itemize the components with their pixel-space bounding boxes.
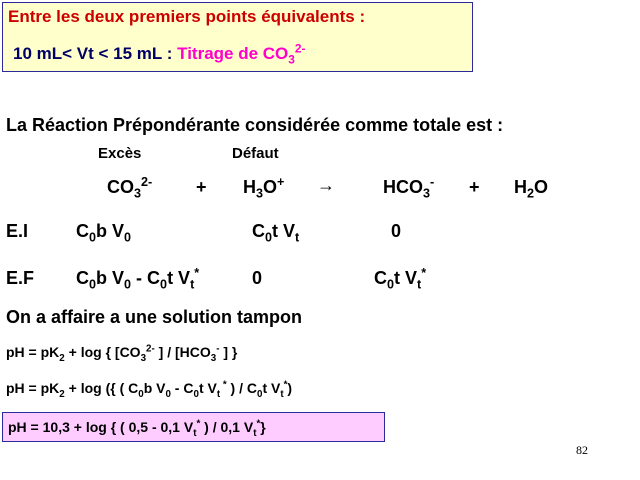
ph2-s2: 0 [165, 388, 171, 400]
ph1-b: + log { [CO [64, 344, 141, 360]
ei-c1-sub2: 0 [124, 230, 132, 245]
hydronium-o: O [263, 177, 278, 197]
ei-hco3: 0 [391, 221, 402, 241]
ei-label: E.I [6, 221, 29, 241]
ef-c1-d: t V [167, 268, 191, 288]
ef-c3-sub2: t [417, 277, 422, 292]
ef-c1-a: C [76, 268, 89, 288]
plus-sign-2: + [469, 177, 480, 197]
ef-hydronium: 0 [252, 268, 263, 288]
titration-label [177, 41, 306, 67]
ph2-s5: 0 [256, 388, 263, 400]
ph3-s1: t [193, 427, 197, 439]
ef-c3-a: C [374, 268, 387, 288]
subtitle-colon: : [166, 44, 173, 63]
ph1-c: ] / [HCO [154, 344, 211, 360]
ef-label: E.F [6, 268, 35, 288]
plus-sign-1: + [196, 177, 207, 197]
excess-header: Excès [98, 145, 142, 162]
ph2-s4: t [216, 388, 221, 400]
carbonate-sup: 2- [141, 175, 153, 189]
ef-c3-sub1: 0 [387, 277, 395, 292]
hydronium-h: H [243, 177, 256, 197]
water-h: H [514, 177, 527, 197]
reactant-hydronium [243, 175, 285, 201]
ef-c1-sub2: 0 [124, 277, 132, 292]
reactant-carbonate [107, 175, 153, 201]
ph1-a: pH = pK [6, 344, 60, 360]
ei-c1-a: C [76, 221, 89, 241]
ph2-d: - C [170, 380, 194, 396]
titration-text: Titrage de CO [177, 44, 289, 63]
ef-c1-c: - C [131, 268, 161, 288]
ef-c1-b: b V [96, 268, 125, 288]
ef-c1-sub3: 0 [160, 277, 168, 292]
ph-equation-1 [6, 343, 238, 364]
hco3-text: HCO [383, 177, 423, 197]
water-o: O [534, 177, 549, 197]
titration-sup: 2- [294, 41, 306, 56]
ph3-s2: t [253, 427, 257, 439]
ei-c2-a: C [252, 221, 265, 241]
ef-c3-b: t V [394, 268, 418, 288]
ef-hco3 [374, 266, 427, 292]
ph1-sup-co: 2- [146, 343, 155, 355]
ph2-s6: t [280, 388, 284, 400]
ph1-sub-hco: 3 [210, 352, 217, 364]
ei-c2-b: t V [272, 221, 296, 241]
volume-range: 10 mL< Vt < 15 mL [13, 44, 162, 63]
ph1-sub-co: 3 [140, 352, 147, 364]
ei-carbonate [76, 221, 132, 245]
ph1-d: ] } [219, 344, 238, 360]
ph2-b: + log ({ ( C [64, 380, 139, 396]
page-number: 82 [576, 443, 588, 457]
ef-c3-sup2: * [421, 266, 427, 280]
ph1-sub-k: 2 [59, 352, 65, 364]
ef-c1-sub4: t [190, 277, 195, 292]
ph2-s1: 0 [138, 388, 144, 400]
ph2-g: t V [262, 380, 281, 396]
ph3-p1: * [196, 418, 201, 430]
ph2-h: ) [287, 380, 293, 396]
ph2-p4: * [220, 379, 227, 391]
water-sub: 2 [527, 186, 535, 201]
default-header: Défaut [232, 145, 279, 162]
ph2-c: b V [143, 380, 166, 396]
reaction-arrow-icon: → [317, 175, 335, 195]
carbonate-text: CO [107, 177, 134, 197]
slide-title: Entre les deux premiers points équivalents : [8, 7, 366, 26]
ph3-p2: * [256, 418, 261, 430]
product-hydrogencarbonate [383, 175, 435, 201]
ph-equation-2 [6, 379, 293, 400]
ph3-b: ) / 0,1 V [200, 419, 254, 435]
hco3-sub: 3 [423, 186, 431, 201]
ei-c2-sub2: t [295, 230, 300, 245]
hydronium-sub: 3 [256, 186, 264, 201]
ph1-sup-hco: - [216, 343, 220, 355]
ph2-e: t V [198, 380, 217, 396]
ph2-a: pH = pK [6, 380, 60, 396]
hco3-sup: - [430, 175, 435, 189]
ef-carbonate [76, 266, 200, 292]
ei-c2-sub1: 0 [265, 230, 273, 245]
titration-sub: 3 [288, 52, 295, 67]
ph2-p6: * [283, 379, 288, 391]
slide-subtitle [13, 41, 306, 67]
ef-c1-sub1: 0 [89, 277, 97, 292]
ph-equation-final [8, 418, 266, 439]
hydronium-sup: + [277, 175, 285, 189]
ei-hydronium [252, 221, 300, 245]
ef-c1-sup4: * [194, 266, 200, 280]
ei-c1-b: b V [96, 221, 125, 241]
ph2-s3: 0 [193, 388, 199, 400]
ei-c1-sub1: 0 [89, 230, 97, 245]
ph3-a: pH = 10,3 + log { ( 0,5 - 0,1 V [8, 419, 194, 435]
buffer-statement: On a affaire a une solution tampon [6, 307, 303, 327]
ph2-sub-k: 2 [59, 388, 65, 400]
product-water [514, 177, 549, 201]
ph3-c: } [260, 419, 266, 435]
carbonate-sub: 3 [134, 186, 142, 201]
ph2-f: ) / C [226, 380, 257, 396]
reaction-intro: La Réaction Prépondérante considérée comme totale est : [6, 115, 504, 135]
